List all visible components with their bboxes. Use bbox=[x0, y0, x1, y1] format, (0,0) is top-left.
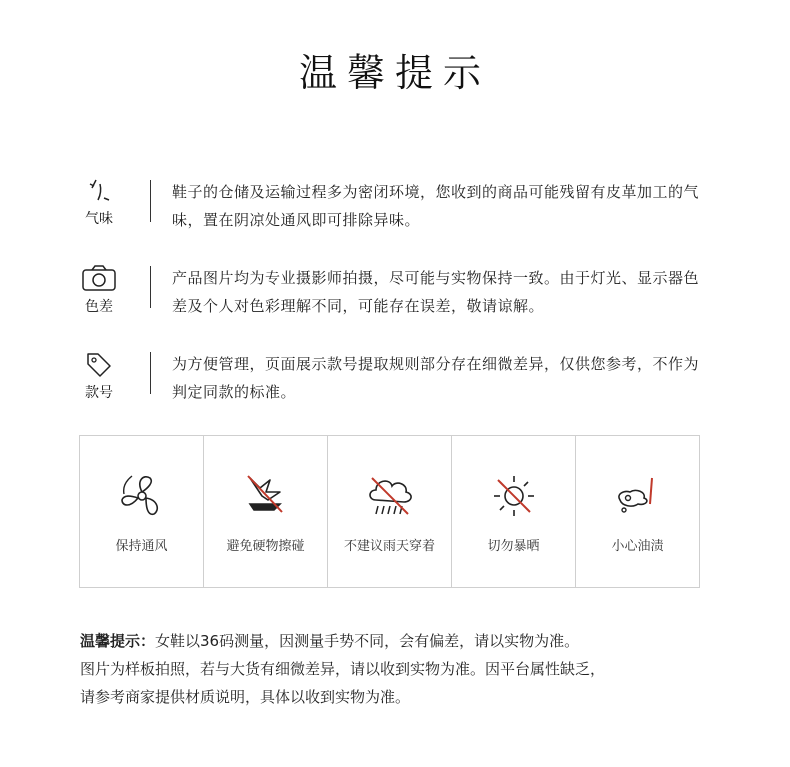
camera-icon bbox=[81, 264, 117, 292]
tip-text: 产品图片均为专业摄影师拍摄，尽可能与实物保持一致。由于灯光、显示器色差及个人对色彩理解不同，可能存在误差，敬请谅解。 bbox=[172, 269, 700, 315]
no-sun-icon bbox=[488, 470, 540, 522]
fan-icon bbox=[116, 470, 168, 522]
oil-stain-icon bbox=[612, 470, 664, 522]
care-no-rain bbox=[328, 436, 452, 587]
notes-line-1-text: 女鞋以36码测量，因测量手势不同，会有偏差，请以实物为准。 bbox=[155, 632, 580, 650]
no-rain-icon bbox=[364, 470, 416, 522]
care-label: 避免硬物擦碰 bbox=[226, 539, 305, 554]
care-label: 保持通风 bbox=[115, 539, 168, 554]
care-oil-stain bbox=[576, 436, 699, 587]
care-label: 切勿暴晒 bbox=[487, 539, 540, 554]
care-no-sun bbox=[452, 436, 576, 587]
smell-icon bbox=[82, 178, 116, 204]
tip-label: 款号 bbox=[85, 385, 113, 401]
tip-smell bbox=[78, 178, 718, 238]
care-instructions bbox=[79, 435, 700, 588]
tip-text: 鞋子的仓储及运输过程多为密闭环境，您收到的商品可能残留有皮革加工的气味，置在阴凉处通风即可排除异味。 bbox=[172, 183, 700, 229]
tag-icon bbox=[84, 350, 114, 378]
page-title: 温馨提示 bbox=[298, 51, 491, 95]
care-label: 不建议雨天穿着 bbox=[343, 539, 435, 554]
divider bbox=[150, 266, 151, 308]
tip-color bbox=[78, 264, 718, 324]
notes-line-2: 图片为样板拍照，若与大货有细微差异，请以收到实物为准。因平台属性缺乏， bbox=[80, 660, 606, 678]
notes-line-1 bbox=[80, 627, 720, 655]
notes-block bbox=[80, 627, 720, 711]
divider bbox=[150, 352, 151, 394]
care-label: 小心油渍 bbox=[611, 539, 664, 554]
notes-lead: 温馨提示： bbox=[80, 632, 156, 650]
care-avoid-hard-objects bbox=[204, 436, 328, 587]
no-hard-objects-icon bbox=[240, 470, 292, 522]
tip-label: 气味 bbox=[85, 211, 113, 227]
notes-line-3: 请参考商家提供材质说明，具体以收到实物为准。 bbox=[80, 688, 411, 706]
divider bbox=[150, 180, 151, 222]
care-ventilate bbox=[80, 436, 204, 587]
tip-text: 为方便管理，页面展示款号提取规则部分存在细微差异，仅供您参考，不作为判定同款的标准。 bbox=[172, 355, 700, 401]
tip-style-number bbox=[78, 350, 718, 410]
tip-label: 色差 bbox=[85, 299, 113, 315]
